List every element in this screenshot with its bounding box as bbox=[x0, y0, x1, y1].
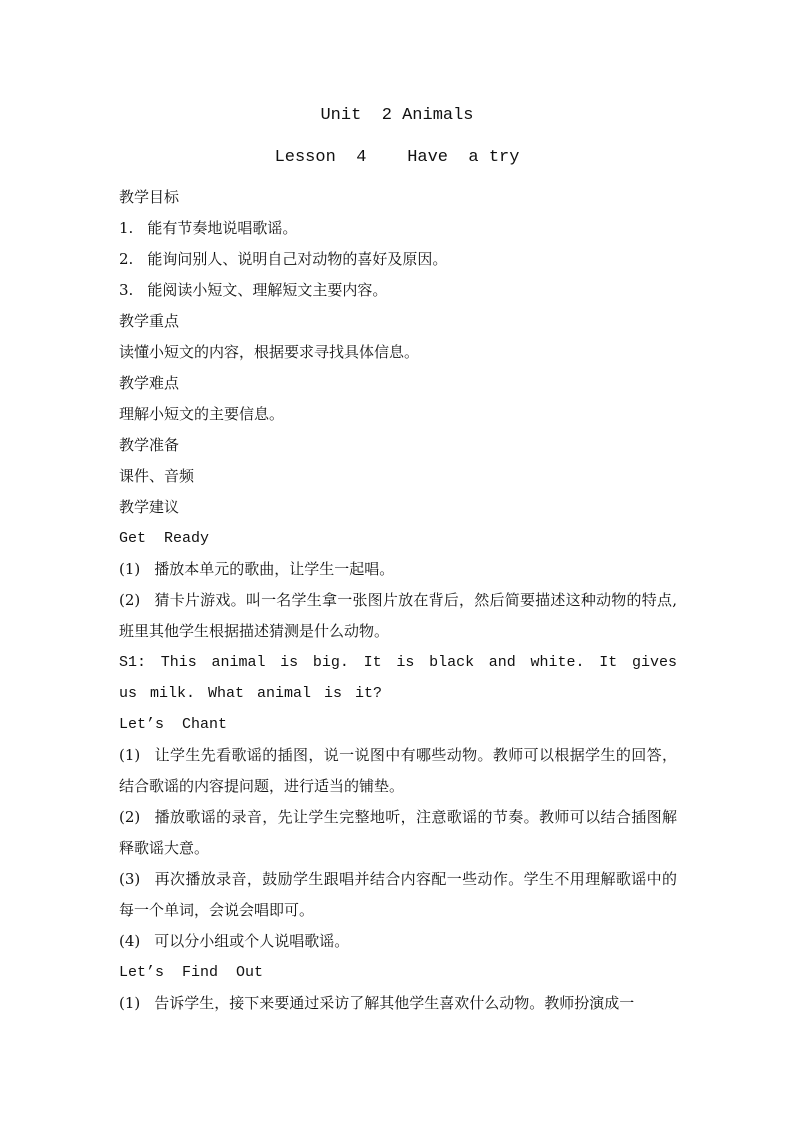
difficulties-text: 理解小短文的主要信息。 bbox=[119, 405, 285, 423]
preparation-heading: 教学准备 bbox=[119, 436, 180, 454]
objective-text: 能阅读小短文、理解短文主要内容。 bbox=[147, 281, 388, 299]
example-dialogue: S1: This animal is big. It is black and white. It gives us milk. What animal is it? bbox=[119, 654, 677, 702]
item-text: 播放本单元的歌曲，让学生一起唱。 bbox=[154, 560, 395, 578]
item-text: 让学生先看歌谣的插图，说一说图中有哪些动物。教师可以根据学生的回答，结合歌谣的内容提问题，进行适当的铺垫。 bbox=[119, 746, 677, 795]
item-text: 播放歌谣的录音，先让学生完整地听，注意歌谣的节奏。教师可以结合插图解释歌谣大意。 bbox=[119, 808, 677, 857]
objectives-heading: 教学目标 bbox=[119, 188, 180, 206]
chant-item bbox=[119, 926, 677, 957]
key-points-text: 读懂小短文的内容，根据要求寻找具体信息。 bbox=[119, 343, 420, 361]
objective-item bbox=[119, 244, 677, 275]
lets-chant-heading: Let’s Chant bbox=[119, 716, 228, 733]
item-number: (3) bbox=[119, 870, 141, 888]
chant-item bbox=[119, 740, 677, 802]
objective-text: 能有节奏地说唱歌谣。 bbox=[147, 219, 298, 237]
objective-item bbox=[119, 213, 677, 244]
suggestions-heading: 教学建议 bbox=[119, 498, 180, 516]
objective-number: 3. bbox=[119, 281, 134, 299]
chant-item bbox=[119, 802, 677, 864]
item-number: (2) bbox=[119, 808, 141, 826]
document-title: Unit 2 Animals bbox=[320, 106, 474, 125]
document-body bbox=[119, 182, 677, 1019]
item-number: (1) bbox=[119, 994, 141, 1012]
item-text: 可以分小组或个人说唱歌谣。 bbox=[154, 932, 350, 950]
difficulties-heading: 教学难点 bbox=[119, 374, 180, 392]
item-text: 再次播放录音，鼓励学生跟唱并结合内容配一些动作。学生不用理解歌谣中的每一个单词，会说会唱即可。 bbox=[119, 870, 677, 919]
lesson-subtitle: Lesson 4 Have a try bbox=[274, 148, 520, 167]
get-ready-item bbox=[119, 554, 677, 585]
chant-item bbox=[119, 864, 677, 926]
key-points-heading: 教学重点 bbox=[119, 312, 180, 330]
item-number: (4) bbox=[119, 932, 141, 950]
item-number: (1) bbox=[119, 560, 141, 578]
item-number: (2) bbox=[119, 591, 141, 609]
item-text: 猜卡片游戏。叫一名学生拿一张图片放在背后，然后简要描述这种动物的特点,班里其他学生根据描述猜测是什么动物。 bbox=[119, 591, 677, 640]
item-text: 告诉学生，接下来要通过采访了解其他学生喜欢什么动物。教师扮演成一 bbox=[154, 994, 635, 1012]
item-number: (1) bbox=[119, 746, 141, 764]
find-out-item bbox=[119, 988, 677, 1019]
preparation-text: 课件、音频 bbox=[119, 467, 195, 485]
get-ready-heading: Get Ready bbox=[119, 530, 210, 547]
objective-text: 能询问别人、说明自己对动物的喜好及原因。 bbox=[147, 250, 448, 268]
get-ready-item bbox=[119, 585, 677, 647]
lets-find-out-heading: Let’s Find Out bbox=[119, 964, 264, 981]
objective-number: 2. bbox=[119, 250, 134, 268]
objective-item bbox=[119, 275, 677, 306]
objective-number: 1. bbox=[119, 219, 134, 237]
